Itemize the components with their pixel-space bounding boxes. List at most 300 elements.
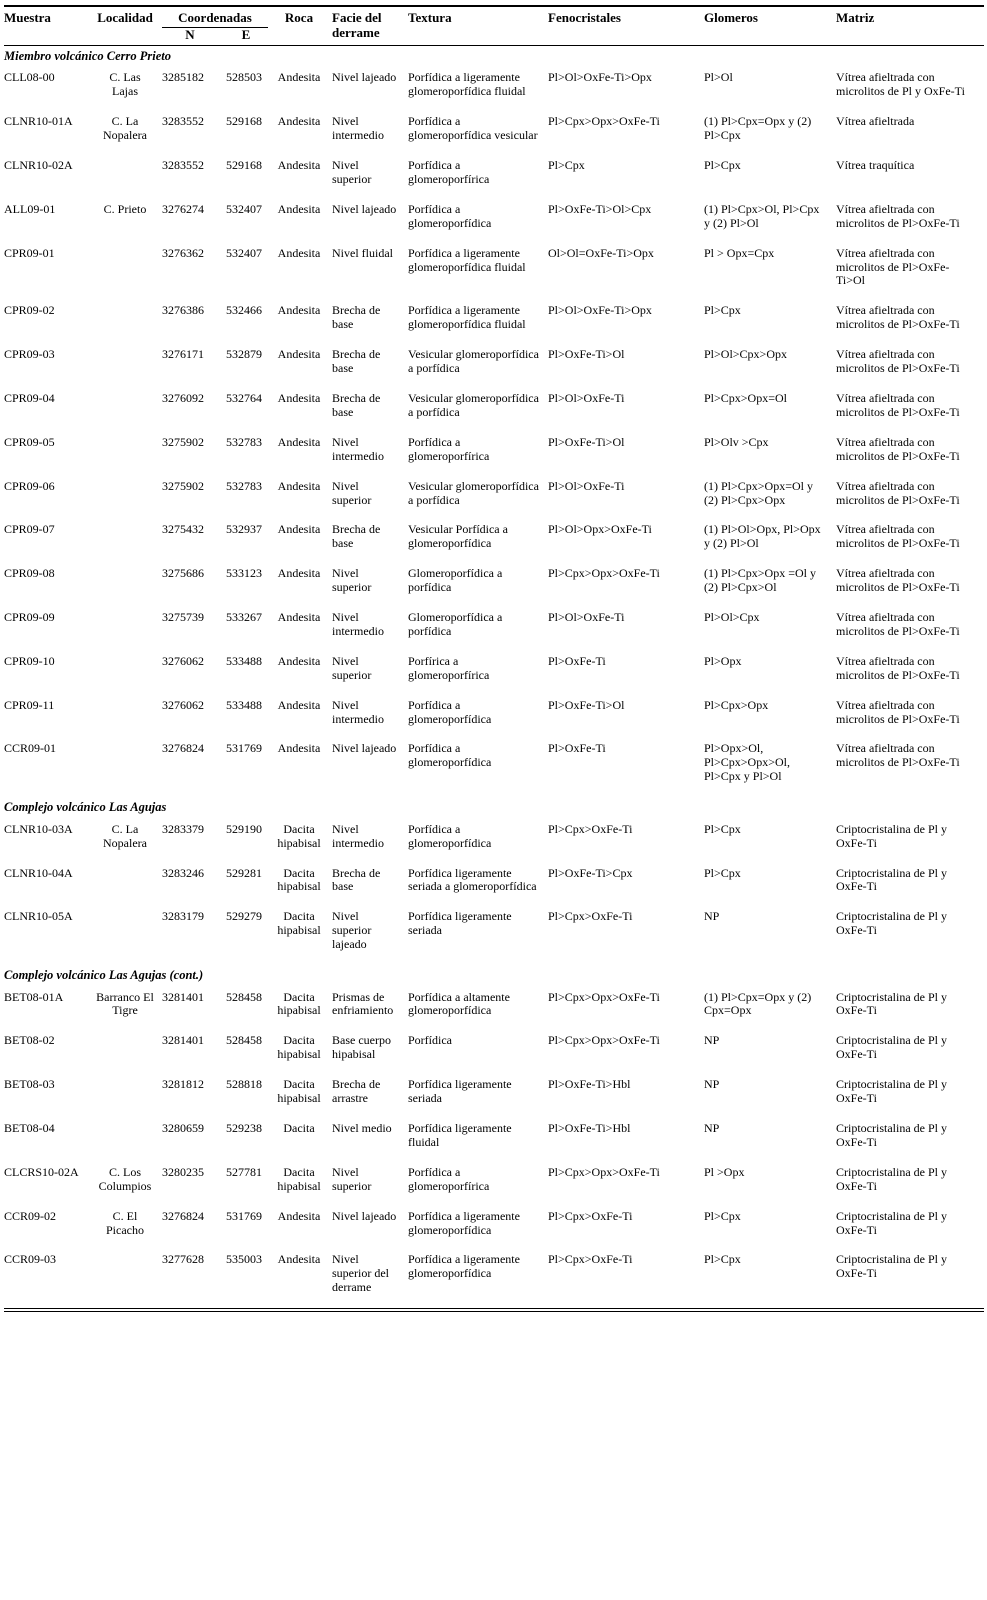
cell-matriz: Criptocristalina de Pl y OxFe-Ti: [836, 1077, 947, 1106]
table-row: [4, 608, 984, 652]
cell-localidad: [96, 907, 162, 965]
cell-glomeros: Pl>Opx: [704, 653, 742, 668]
cell-textura: Porfídica a ligeramente glomeroporfídica fluidal: [408, 245, 526, 274]
cell-facie: Nivel superior lajeado: [332, 909, 372, 952]
cell-glomeros: Pl>Olv >Cpx: [704, 434, 769, 449]
cell-roca: Dacita hipabisal: [277, 1033, 321, 1062]
cell-n: 3281401: [162, 1033, 204, 1048]
cell-textura: Porfídica a glomeroporfírica: [408, 158, 490, 186]
cell-muestra: CPR09-07: [4, 522, 55, 537]
cell-localidad: [96, 608, 162, 652]
column-header-coord-e: E: [226, 28, 274, 45]
cell-n: 3276824: [162, 1208, 204, 1223]
cell-glomeros: Pl >Opx: [704, 1164, 745, 1179]
cell-localidad: [96, 156, 162, 200]
cell-facie: Nivel lajeado: [332, 201, 397, 216]
cell-roca: Andesita: [277, 1252, 321, 1267]
section-title-row: [4, 965, 984, 988]
table-row: [4, 433, 984, 477]
cell-glomeros: NP: [704, 1077, 720, 1092]
cell-fenocristales: Pl>Ol>OxFe-Ti>Opx: [548, 303, 652, 318]
cell-glomeros: Pl>Opx>Ol, Pl>Cpx>Opx>Ol, Pl>Cpx y Pl>Ol: [704, 741, 790, 784]
cell-e: 529190: [226, 821, 262, 836]
cell-muestra: CLNR10-03A: [4, 821, 73, 836]
cell-localidad: C. La Nopalera: [103, 114, 147, 143]
cell-roca: Andesita: [277, 653, 321, 668]
column-header-matriz: Matriz: [836, 6, 984, 45]
cell-muestra: CPR09-06: [4, 478, 55, 493]
cell-matriz: Vítrea afieltrada con microlitos de Pl>OxFe-Ti: [836, 434, 960, 463]
cell-e: 531769: [226, 741, 262, 756]
cell-fenocristales: Pl>OxFe-Ti>Ol: [548, 434, 625, 449]
cell-textura: Porfídica a glomeroporfídica vesicular: [408, 114, 538, 143]
cell-facie: Base cuerpo hipabisal: [332, 1033, 391, 1062]
cell-fenocristales: Pl>OxFe-Ti>Ol: [548, 347, 625, 362]
cell-fenocristales: Pl>Cpx>Opx>OxFe-Ti: [548, 114, 660, 129]
section-title: Miembro volcánico Cerro Prieto: [4, 48, 171, 63]
cell-facie: Brecha de base: [332, 865, 381, 894]
cell-fenocristales: Pl>OxFe-Ti: [548, 653, 606, 668]
cell-glomeros: (1) Pl>Cpx=Opx y (2) Pl>Cpx: [704, 114, 812, 143]
cell-glomeros: Pl>Cpx: [704, 1208, 741, 1223]
cell-n: 3276092: [162, 390, 204, 405]
cell-n: 3275432: [162, 522, 204, 537]
cell-e: 529238: [226, 1120, 262, 1135]
cell-e: 529279: [226, 909, 262, 924]
cell-matriz: Vítrea afieltrada con microlitos de Pl>OxFe-Ti: [836, 347, 960, 376]
table-row: [4, 1207, 984, 1251]
cell-fenocristales: Pl>Ol>OxFe-Ti: [548, 390, 625, 405]
cell-muestra: CPR09-03: [4, 347, 55, 362]
cell-roca: Andesita: [277, 245, 321, 260]
cell-n: 3283246: [162, 865, 204, 880]
cell-localidad: [96, 244, 162, 302]
cell-textura: Vesicular glomeroporfídica a porfídica: [408, 478, 539, 507]
cell-e: 527781: [226, 1164, 262, 1179]
cell-muestra: CLNR10-04A: [4, 865, 73, 880]
cell-matriz: Vítrea afieltrada con microlitos de Pl>OxFe-Ti: [836, 478, 960, 507]
cell-matriz: Criptocristalina de Pl y OxFe-Ti: [836, 1164, 947, 1193]
cell-localidad: [96, 1119, 162, 1163]
cell-fenocristales: Pl>Ol>OxFe-Ti: [548, 610, 625, 625]
cell-muestra: CPR09-08: [4, 566, 55, 581]
cell-matriz: Vítrea afieltrada con microlitos de Pl y OxFe-Ti: [836, 70, 965, 99]
cell-muestra: BET08-03: [4, 1077, 55, 1092]
cell-localidad: [96, 477, 162, 521]
table-row: [4, 1075, 984, 1119]
cell-textura: Vesicular glomeroporfídica a porfídica: [408, 347, 539, 376]
cell-matriz: Vítrea afieltrada con microlitos de Pl>OxFe-Ti: [836, 566, 960, 595]
cell-textura: Porfídica a ligeramente glomeroporfídica fluidal: [408, 70, 526, 99]
cell-e: 533267: [226, 610, 262, 625]
cell-localidad: [96, 520, 162, 564]
cell-roca: Andesita: [277, 697, 321, 712]
cell-fenocristales: Pl>Ol>OxFe-Ti>Opx: [548, 70, 652, 85]
cell-textura: Porfídica a altamente glomeroporfídica: [408, 989, 510, 1018]
cell-muestra: CPR09-09: [4, 610, 55, 625]
cell-fenocristales: Ol>Ol=OxFe-Ti>Opx: [548, 245, 654, 260]
cell-fenocristales: Pl>Cpx>OxFe-Ti: [548, 821, 633, 836]
cell-facie: Nivel intermedio: [332, 821, 384, 850]
cell-localidad: [96, 1031, 162, 1075]
cell-e: 531769: [226, 1208, 262, 1223]
cell-localidad: [96, 652, 162, 696]
column-header-muestra: Muestra: [4, 6, 96, 45]
cell-fenocristales: Pl>OxFe-Ti>Hbl: [548, 1077, 631, 1092]
cell-e: 532764: [226, 390, 262, 405]
cell-roca: Andesita: [277, 70, 321, 85]
cell-matriz: Vítrea afieltrada con microlitos de Pl>OxFe-Ti: [836, 522, 960, 551]
cell-facie: Nivel superior: [332, 653, 372, 682]
cell-fenocristales: Pl>Ol>OxFe-Ti: [548, 478, 625, 493]
cell-textura: Porfídica a glomeroporfírica: [408, 1164, 490, 1193]
cell-facie: Nivel intermedio: [332, 610, 384, 638]
table-row: [4, 820, 984, 864]
cell-localidad: [96, 1075, 162, 1119]
cell-matriz: Vítrea afieltrada con microlitos de Pl>OxFe-Ti>Ol: [836, 245, 950, 288]
cell-textura: Glomeroporfídica a porfídica: [408, 610, 503, 638]
cell-n: 3276386: [162, 303, 204, 318]
cell-roca: Andesita: [277, 434, 321, 449]
cell-textura: Porfídica a ligeramente glomeroporfídica: [408, 1208, 520, 1237]
cell-n: 3283179: [162, 909, 204, 924]
cell-n: 3281401: [162, 989, 204, 1004]
cell-n: 3280659: [162, 1120, 204, 1135]
cell-roca: Andesita: [277, 347, 321, 362]
cell-e: 532783: [226, 478, 262, 493]
table-row: [4, 477, 984, 521]
cell-textura: Porfídica ligeramente seriada: [408, 1077, 512, 1106]
cell-glomeros: (1) Pl>Cpx>Opx=Ol y (2) Pl>Cpx>Opx: [704, 478, 813, 507]
cell-matriz: Vítrea afieltrada con microlitos de Pl>OxFe-Ti: [836, 390, 960, 419]
cell-fenocristales: Pl>OxFe-Ti>Ol: [548, 697, 625, 712]
cell-localidad: C. Las Lajas: [109, 70, 141, 99]
cell-roca: Dacita hipabisal: [277, 1164, 321, 1193]
cell-e: 533488: [226, 653, 262, 668]
petrography-table: [4, 5, 984, 1312]
table-row: [4, 345, 984, 389]
cell-roca: Dacita hipabisal: [277, 865, 321, 894]
cell-n: 3281812: [162, 1077, 204, 1092]
cell-textura: Porfídica a glomeroporfídica: [408, 741, 492, 770]
cell-e: 532937: [226, 522, 262, 537]
cell-textura: Porfídica a glomeroporfídica: [408, 697, 492, 726]
cell-localidad: Barranco El Tigre: [96, 989, 154, 1018]
section-title-row: [4, 797, 984, 820]
cell-matriz: Criptocristalina de Pl y OxFe-Ti: [836, 1252, 947, 1281]
cell-muestra: ALL09-01: [4, 201, 56, 216]
table-row: [4, 907, 984, 965]
cell-fenocristales: Pl>OxFe-Ti: [548, 741, 606, 756]
column-header-glomeros: Glomeros: [704, 6, 836, 45]
cell-n: 3276824: [162, 741, 204, 756]
cell-localidad: [96, 345, 162, 389]
table-header: [4, 6, 984, 45]
cell-muestra: CCR09-03: [4, 1252, 57, 1267]
section-title-row: [4, 45, 984, 68]
cell-n: 3276062: [162, 653, 204, 668]
column-header-roca: Roca: [274, 6, 332, 45]
table-row: [4, 696, 984, 740]
cell-facie: Prismas de enfriamiento: [332, 989, 394, 1018]
column-header-coordenadas: [162, 6, 274, 28]
cell-facie: Brecha de base: [332, 303, 381, 332]
cell-localidad: C. El Picacho: [106, 1208, 144, 1237]
cell-fenocristales: Pl>OxFe-Ti>Cpx: [548, 865, 633, 880]
cell-matriz: Criptocristalina de Pl y OxFe-Ti: [836, 1120, 947, 1149]
cell-localidad: [96, 739, 162, 797]
cell-roca: Dacita hipabisal: [277, 821, 321, 850]
cell-facie: Nivel superior: [332, 566, 372, 595]
cell-facie: Brecha de base: [332, 522, 381, 551]
cell-n: 3277628: [162, 1252, 204, 1267]
cell-fenocristales: Pl>Cpx>OxFe-Ti: [548, 909, 633, 924]
cell-matriz: Vítrea afieltrada con microlitos de Pl>OxFe-Ti: [836, 697, 960, 726]
cell-fenocristales: Pl>Cpx>Opx>OxFe-Ti: [548, 989, 660, 1004]
cell-textura: Porfídica ligeramente seriada a glomeroporfídica: [408, 865, 537, 894]
cell-e: 528458: [226, 1033, 262, 1048]
cell-e: 532407: [226, 245, 262, 260]
cell-facie: Nivel fluidal: [332, 245, 393, 260]
table-row: [4, 864, 984, 908]
cell-facie: Nivel intermedio: [332, 114, 384, 143]
cell-fenocristales: Pl>Cpx>OxFe-Ti: [548, 1252, 633, 1267]
cell-textura: Glomeroporfídica a porfídica: [408, 566, 503, 595]
cell-n: 3276362: [162, 245, 204, 260]
cell-localidad: [96, 301, 162, 345]
cell-muestra: CCR09-02: [4, 1208, 57, 1223]
cell-n: 3275902: [162, 478, 204, 493]
cell-muestra: CPR09-02: [4, 303, 55, 318]
cell-matriz: Criptocristalina de Pl y OxFe-Ti: [836, 989, 947, 1018]
cell-glomeros: (1) Pl>Cpx=Opx y (2) Cpx=Opx: [704, 989, 812, 1018]
cell-n: 3280235: [162, 1164, 204, 1179]
cell-n: 3276274: [162, 201, 204, 216]
cell-textura: Porfídica a glomeroporfídica: [408, 821, 492, 850]
cell-matriz: Criptocristalina de Pl y OxFe-Ti: [836, 865, 947, 894]
cell-muestra: BET08-04: [4, 1120, 55, 1135]
table-row: [4, 1119, 984, 1163]
section-title: Complejo volcánico Las Agujas: [4, 800, 167, 815]
cell-glomeros: Pl > Opx=Cpx: [704, 245, 775, 260]
cell-facie: Brecha de base: [332, 390, 381, 419]
cell-facie: Brecha de arrastre: [332, 1077, 381, 1106]
table-row: [4, 68, 984, 112]
cell-textura: Porfídica ligeramente fluidal: [408, 1120, 512, 1149]
table-row: [4, 564, 984, 608]
column-header-textura: Textura: [408, 6, 548, 45]
cell-roca: Dacita hipabisal: [277, 909, 321, 938]
cell-roca: Andesita: [277, 390, 321, 405]
cell-e: 535003: [226, 1252, 262, 1267]
cell-textura: Porfídica a ligeramente glomeroporfídica fluidal: [408, 303, 526, 332]
cell-glomeros: Pl>Ol>Cpx>Opx: [704, 347, 787, 362]
cell-localidad: C. La Nopalera: [103, 821, 147, 850]
table-row: [4, 1031, 984, 1075]
cell-roca: Andesita: [277, 522, 321, 537]
cell-glomeros: Pl>Cpx: [704, 865, 741, 880]
cell-roca: Andesita: [277, 566, 321, 581]
cell-fenocristales: Pl>Cpx>Opx>OxFe-Ti: [548, 1033, 660, 1048]
table-row: [4, 652, 984, 696]
cell-facie: Nivel superior: [332, 158, 372, 186]
cell-matriz: Vítrea afieltrada con microlitos de Pl>OxFe-Ti: [836, 653, 960, 682]
cell-roca: Dacita hipabisal: [277, 989, 321, 1018]
section-title: Complejo volcánico Las Agujas (cont.): [4, 968, 204, 983]
cell-n: 3285182: [162, 70, 204, 85]
cell-roca: Dacita hipabisal: [277, 1077, 321, 1106]
cell-glomeros: Pl>Cpx>Opx: [704, 697, 769, 712]
table-row: [4, 1163, 984, 1207]
cell-localidad: [96, 433, 162, 477]
cell-roca: Andesita: [277, 158, 321, 172]
cell-fenocristales: Pl>OxFe-Ti>Hbl: [548, 1120, 631, 1135]
cell-roca: Andesita: [277, 303, 321, 318]
cell-localidad: [96, 696, 162, 740]
cell-n: 3276062: [162, 697, 204, 712]
cell-glomeros: Pl>Ol>Cpx: [704, 610, 760, 625]
cell-muestra: CLNR10-02A: [4, 158, 73, 172]
cell-n: 3283552: [162, 114, 204, 129]
cell-roca: Andesita: [277, 201, 321, 216]
table-row: [4, 156, 984, 200]
cell-n: 3275902: [162, 434, 204, 449]
cell-e: 529281: [226, 865, 262, 880]
cell-facie: Nivel superior del derrame: [332, 1252, 389, 1295]
cell-roca: Andesita: [277, 114, 321, 129]
cell-roca: Andesita: [277, 1208, 321, 1223]
table-body: [4, 45, 984, 1310]
cell-roca: Andesita: [277, 610, 321, 625]
cell-glomeros: (1) Pl>Ol>Opx, Pl>Opx y (2) Pl>Ol: [704, 522, 821, 551]
cell-localidad: C. Los Columpios: [98, 1164, 152, 1193]
cell-facie: Nivel intermedio: [332, 434, 384, 463]
cell-matriz: Vítrea afieltrada con microlitos de Pl>OxFe-Ti: [836, 303, 960, 332]
cell-e: 532466: [226, 303, 262, 318]
cell-textura: Vesicular glomeroporfídica a porfídica: [408, 390, 539, 419]
cell-roca: Andesita: [277, 478, 321, 493]
cell-matriz: Vítrea afieltrada con microlitos de Pl>OxFe-Ti: [836, 201, 960, 230]
cell-textura: Porfídica a ligeramente glomeroporfídica: [408, 1252, 520, 1281]
table-row: [4, 244, 984, 302]
cell-roca: Andesita: [277, 741, 321, 756]
cell-e: 532407: [226, 201, 262, 216]
cell-localidad: [96, 1250, 162, 1310]
cell-e: 533488: [226, 697, 262, 712]
cell-facie: Nivel superior: [332, 478, 372, 507]
cell-matriz: Vítrea afieltrada con microlitos de Pl>OxFe-Ti: [836, 741, 960, 770]
table-row: [4, 1250, 984, 1310]
cell-glomeros: NP: [704, 1120, 720, 1135]
cell-glomeros: Pl>Cpx: [704, 303, 741, 318]
cell-textura: Vesicular Porfídica a glomeroporfídica: [408, 522, 508, 551]
cell-muestra: CPR09-04: [4, 390, 55, 405]
cell-facie: Brecha de base: [332, 347, 381, 376]
cell-localidad: [96, 564, 162, 608]
table-row: [4, 112, 984, 156]
cell-glomeros: (1) Pl>Cpx>Opx =Ol y (2) Pl>Cpx>Ol: [704, 566, 816, 595]
cell-fenocristales: Pl>Cpx>OxFe-Ti: [548, 1208, 633, 1223]
cell-glomeros: Pl>Cpx: [704, 821, 741, 836]
column-header-localidad: Localidad: [96, 6, 162, 45]
cell-textura: Porfídica: [408, 1033, 452, 1048]
cell-fenocristales: Pl>OxFe-Ti>Ol>Cpx: [548, 201, 652, 216]
cell-glomeros: (1) Pl>Cpx>Ol, Pl>Cpx y (2) Pl>Ol: [704, 201, 820, 230]
cell-localidad: [96, 864, 162, 908]
cell-e: 533123: [226, 566, 262, 581]
cell-matriz: Criptocristalina de Pl y OxFe-Ti: [836, 1208, 947, 1237]
cell-glomeros: NP: [704, 1033, 720, 1048]
cell-matriz: Criptocristalina de Pl y OxFe-Ti: [836, 821, 947, 850]
cell-e: 529168: [226, 158, 262, 172]
cell-matriz: Vítrea afieltrada con microlitos de Pl>OxFe-Ti: [836, 610, 960, 638]
cell-facie: Nivel superior: [332, 1164, 372, 1193]
cell-fenocristales: Pl>Ol>Opx>OxFe-Ti: [548, 522, 652, 537]
cell-muestra: CLCRS10-02A: [4, 1164, 79, 1179]
cell-muestra: CPR09-11: [4, 697, 55, 712]
cell-n: 3276171: [162, 347, 204, 362]
cell-localidad: [96, 389, 162, 433]
table-row: [4, 520, 984, 564]
cell-muestra: CPR09-01: [4, 245, 55, 260]
cell-e: 528818: [226, 1077, 262, 1092]
cell-muestra: CPR09-05: [4, 434, 55, 449]
cell-e: 532879: [226, 347, 262, 362]
cell-facie: Nivel lajeado: [332, 70, 397, 85]
table-row: [4, 988, 984, 1032]
cell-facie: Nivel lajeado: [332, 741, 397, 756]
cell-muestra: BET08-02: [4, 1033, 55, 1048]
cell-fenocristales: Pl>Cpx: [548, 158, 585, 172]
cell-glomeros: Pl>Cpx>Opx=Ol: [704, 390, 787, 405]
cell-textura: Porfídica ligeramente seriada: [408, 909, 512, 938]
cell-facie: Nivel intermedio: [332, 697, 384, 726]
column-header-coord-n: N: [162, 28, 226, 45]
cell-glomeros: NP: [704, 909, 720, 924]
header-row-main: [4, 6, 984, 28]
cell-matriz: Vítrea afieltrada: [836, 114, 915, 129]
cell-muestra: CLL08-00: [4, 70, 55, 85]
cell-muestra: BET08-01A: [4, 989, 64, 1004]
cell-glomeros: Pl>Ol: [704, 70, 733, 85]
cell-e: 529168: [226, 114, 262, 129]
cell-fenocristales: Pl>Cpx>Opx>OxFe-Ti: [548, 1164, 660, 1179]
cell-matriz: Criptocristalina de Pl y OxFe-Ti: [836, 1033, 947, 1062]
cell-n: 3275739: [162, 610, 204, 625]
cell-e: 528503: [226, 70, 262, 85]
cell-muestra: CLNR10-05A: [4, 909, 73, 924]
cell-matriz: Vítrea traquítica: [836, 158, 915, 172]
table-row: [4, 739, 984, 797]
cell-glomeros: Pl>Cpx: [704, 1252, 741, 1267]
cell-textura: Porfírica a glomeroporfírica: [408, 653, 490, 682]
cell-glomeros: Pl>Cpx: [704, 158, 741, 172]
cell-e: 532783: [226, 434, 262, 449]
cell-muestra: CPR09-10: [4, 653, 55, 668]
column-header-facie: Facie del derrame: [332, 6, 408, 45]
cell-facie: Nivel medio: [332, 1120, 392, 1135]
cell-e: 528458: [226, 989, 262, 1004]
cell-facie: Nivel lajeado: [332, 1208, 397, 1223]
column-header-fenocristales: Fenocristales: [548, 6, 704, 45]
cell-matriz: Criptocristalina de Pl y OxFe-Ti: [836, 909, 947, 938]
cell-n: 3283552: [162, 158, 204, 172]
cell-textura: Porfídica a glomeroporfírica: [408, 434, 490, 463]
cell-n: 3275686: [162, 566, 204, 581]
cell-fenocristales: Pl>Cpx>Opx>OxFe-Ti: [548, 566, 660, 581]
cell-textura: Porfídica a glomeroporfídica: [408, 201, 492, 230]
cell-muestra: CCR09-01: [4, 741, 57, 756]
